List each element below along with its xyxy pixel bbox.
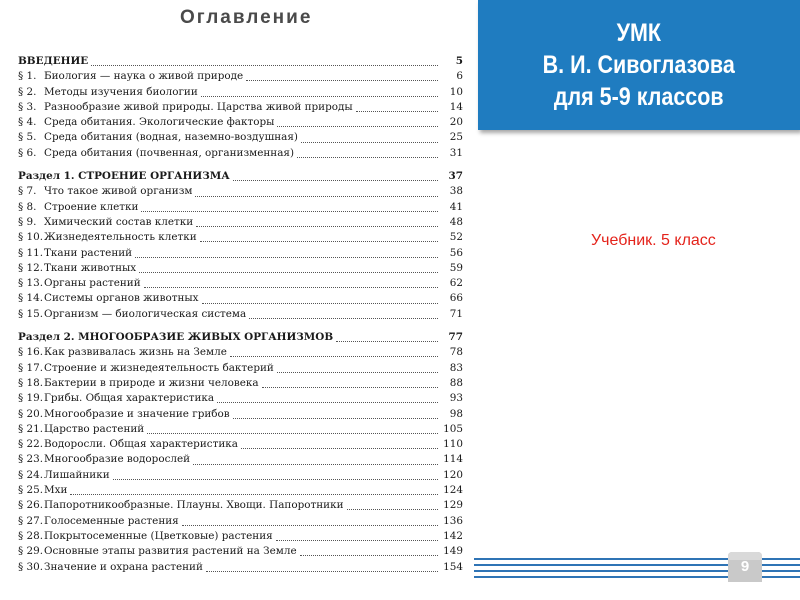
toc-entry-title: Ткани животных (44, 261, 137, 274)
umk-grades-line: для 5-9 классов (554, 83, 724, 111)
toc-entry-title: Среда обитания. Экологические факторы (44, 116, 275, 129)
toc-page-number: 142 (443, 529, 463, 542)
toc-paragraph-row (18, 515, 463, 530)
toc-section-row (18, 331, 463, 346)
toc-paragraph-number: § 2. (18, 85, 37, 98)
toc-entry-title: Раздел 1. СТРОЕНИЕ ОРГАНИЗМА (18, 170, 230, 183)
toc-entry-title: Системы органов животных (44, 292, 199, 305)
toc-paragraph-number: § 9. (18, 215, 37, 228)
toc-page-number: 88 (449, 376, 463, 389)
toc-dot-leader (241, 448, 438, 449)
toc-paragraph-row (18, 262, 463, 277)
toc-entry-title: Раздел 2. МНОГООБРАЗИЕ ЖИВЫХ ОРГАНИЗМОВ (18, 331, 334, 344)
toc-paragraph-number: § 30. (18, 560, 44, 573)
toc-entry-title: Методы изучения биологии (44, 85, 198, 98)
toc-dot-leader (262, 387, 438, 388)
toc-entry-title: Грибы. Общая характеристика (44, 392, 215, 405)
toc-page-number: 110 (443, 438, 463, 451)
toc-dot-leader (277, 372, 438, 373)
page-number: 9 (740, 558, 750, 575)
toc-page-number: 48 (449, 215, 463, 228)
toc-dot-leader (91, 65, 438, 66)
toc-list (18, 55, 463, 576)
toc-gap (18, 323, 463, 331)
toc-paragraph-row (18, 308, 463, 323)
toc-paragraph-row (18, 484, 463, 499)
toc-page-number: 14 (449, 100, 463, 113)
toc-paragraph-number: § 23. (18, 453, 44, 466)
toc-paragraph-row (18, 247, 463, 262)
toc-entry-title: Жизнедеятельность клетки (44, 231, 197, 244)
toc-dot-leader (206, 571, 438, 572)
toc-dot-leader (113, 479, 438, 480)
toc-paragraph-number: § 5. (18, 131, 37, 144)
toc-dot-leader (246, 80, 438, 81)
toc-paragraph-number: § 11. (18, 246, 44, 259)
toc-entry-title: Среда обитания (водная, наземно-воздушная) (44, 131, 298, 144)
toc-paragraph-number: § 14. (18, 292, 44, 305)
toc-page-number: 71 (449, 307, 463, 320)
toc-paragraph-number: § 3. (18, 100, 37, 113)
toc-dot-leader (147, 433, 438, 434)
toc-dot-leader (144, 287, 438, 288)
toc-title: Оглавление (180, 7, 313, 28)
umk-author-line: В. И. Сивоглазова (542, 51, 736, 79)
page-number-badge (728, 552, 762, 582)
toc-page-number: 6 (456, 70, 463, 83)
toc-entry-title: Строение клетки (44, 200, 139, 213)
toc-paragraph-number: § 26. (18, 499, 44, 512)
toc-paragraph-row (18, 277, 463, 292)
toc-page-number: 52 (449, 231, 463, 244)
toc-entry-title: Многообразие водорослей (44, 453, 191, 466)
toc-dot-leader (217, 402, 438, 403)
toc-paragraph-row (18, 346, 463, 361)
toc-paragraph-number: § 18. (18, 376, 44, 389)
toc-page-number: 10 (449, 85, 463, 98)
toc-paragraph-number: § 8. (18, 200, 37, 213)
toc-paragraph-number: § 10. (18, 231, 44, 244)
toc-entry-title: Строение и жизнедеятельность бактерий (44, 361, 274, 374)
toc-entry-title: Мхи (44, 484, 68, 497)
toc-paragraph-row (18, 292, 463, 307)
toc-section-row (18, 170, 463, 185)
toc-entry-title: Бактерии в природе и жизни человека (44, 376, 259, 389)
toc-page-number: 38 (449, 185, 463, 198)
toc-page-number: 41 (449, 200, 463, 213)
toc-dot-leader (195, 196, 438, 197)
toc-page-number: 129 (443, 499, 463, 512)
toc-dot-leader (300, 555, 438, 556)
toc-paragraph-number: § 12. (18, 261, 44, 274)
toc-dot-leader (139, 272, 438, 273)
toc-entry-title: Водоросли. Общая характеристика (44, 438, 238, 451)
toc-dot-leader (141, 211, 438, 212)
toc-paragraph-row (18, 185, 463, 200)
toc-paragraph-row (18, 530, 463, 545)
toc-paragraph-number: § 17. (18, 361, 44, 374)
toc-dot-leader (230, 356, 438, 357)
toc-dot-leader (336, 341, 438, 342)
toc-page-number: 136 (443, 514, 463, 527)
toc-entry-title: Среда обитания (почвенная, организменная) (44, 146, 294, 159)
toc-page-number: 105 (443, 422, 463, 435)
toc-entry-title: Многообразие и значение грибов (44, 407, 230, 420)
toc-page-number: 77 (448, 331, 463, 344)
toc-page-number: 62 (449, 277, 463, 290)
toc-page-number: 59 (449, 261, 463, 274)
toc-page-number: 37 (448, 170, 463, 183)
toc-paragraph-number: § 16. (18, 346, 44, 359)
toc-paragraph-row (18, 116, 463, 131)
toc-paragraph-number: § 6. (18, 146, 37, 159)
toc-entry-title: Что такое живой организм (44, 185, 193, 198)
toc-entry-title: Голосеменные растения (44, 514, 179, 527)
umk-title-line: УМК (616, 19, 662, 47)
toc-page-number: 124 (443, 484, 463, 497)
toc-paragraph-number: § 4. (18, 116, 37, 129)
toc-paragraph-row (18, 377, 463, 392)
toc-paragraph-row (18, 423, 463, 438)
toc-dot-leader (297, 157, 438, 158)
toc-paragraph-row (18, 216, 463, 231)
toc-paragraph-number: § 27. (18, 514, 44, 527)
toc-entry-title: Лишайники (44, 468, 110, 481)
toc-paragraph-number: § 15. (18, 307, 44, 320)
toc-entry-title: ВВЕДЕНИЕ (18, 55, 89, 67)
toc-paragraph-row (18, 408, 463, 423)
toc-entry-title: Биология — наука о живой природе (44, 70, 244, 83)
toc-section-row (18, 55, 463, 70)
toc-paragraph-number: § 21. (18, 422, 44, 435)
textbook-subtitle: Учебник. 5 класс (591, 232, 716, 249)
toc-page-number: 120 (443, 468, 463, 481)
toc-dot-leader (233, 418, 438, 419)
toc-paragraph-row (18, 86, 463, 101)
toc-paragraph-number: § 29. (18, 545, 44, 558)
toc-entry-title: Разнообразие живой природы. Царства живой природы (44, 100, 353, 113)
umk-title-box (478, 0, 800, 130)
toc-gap (18, 162, 463, 170)
toc-paragraph-number: § 25. (18, 484, 44, 497)
toc-paragraph-row (18, 469, 463, 484)
toc-paragraph-row (18, 453, 463, 468)
toc-paragraph-row (18, 131, 463, 146)
toc-paragraph-row (18, 231, 463, 246)
toc-entry-title: Организм — биологическая система (44, 307, 247, 320)
toc-dot-leader (233, 180, 438, 181)
toc-page-number: 31 (449, 146, 463, 159)
toc-page-number: 114 (443, 453, 463, 466)
toc-paragraph-number: § 1. (18, 70, 37, 83)
toc-dot-leader (249, 318, 438, 319)
toc-entry-title: Значение и охрана растений (44, 560, 203, 573)
toc-entry-title: Химический состав клетки (44, 215, 194, 228)
toc-entry-title: Ткани растений (44, 246, 133, 259)
toc-paragraph-row (18, 438, 463, 453)
toc-paragraph-row (18, 201, 463, 216)
toc-paragraph-row (18, 392, 463, 407)
toc-paragraph-row (18, 101, 463, 116)
toc-paragraph-row (18, 561, 463, 576)
toc-entry-title: Основные этапы развития растений на Земле (44, 545, 297, 558)
toc-paragraph-number: § 28. (18, 529, 44, 542)
toc-paragraph-number: § 20. (18, 407, 44, 420)
toc-page-number: 78 (449, 346, 463, 359)
toc-page-number: 25 (449, 131, 463, 144)
toc-paragraph-number: § 13. (18, 277, 44, 290)
toc-dot-leader (135, 257, 438, 258)
toc-paragraph-number: § 19. (18, 392, 44, 405)
toc-dot-leader (356, 111, 438, 112)
toc-dot-leader (70, 494, 438, 495)
toc-page-number: 5 (455, 55, 463, 67)
toc-page-number: 56 (449, 246, 463, 259)
toc-page-number: 154 (443, 560, 463, 573)
toc-page-number: 83 (449, 361, 463, 374)
toc-dot-leader (202, 303, 438, 304)
toc-dot-leader (301, 142, 438, 143)
toc-dot-leader (196, 226, 438, 227)
toc-paragraph-number: § 7. (18, 185, 37, 198)
toc-dot-leader (347, 509, 439, 510)
toc-paragraph-row (18, 70, 463, 85)
toc-paragraph-row (18, 545, 463, 560)
toc-entry-title: Царство растений (44, 422, 145, 435)
toc-dot-leader (200, 241, 438, 242)
toc-dot-leader (201, 96, 438, 97)
toc-paragraph-row (18, 147, 463, 162)
toc-entry-title: Папоротникообразные. Плауны. Хвощи. Папоротники (44, 499, 344, 512)
toc-entry-title: Органы растений (44, 277, 141, 290)
toc-paragraph-number: § 22. (18, 438, 44, 451)
toc-page-number: 20 (449, 116, 463, 129)
toc-paragraph-row (18, 499, 463, 514)
toc-paragraph-number: § 24. (18, 468, 44, 481)
toc-page-number: 149 (443, 545, 463, 558)
toc-dot-leader (277, 126, 438, 127)
toc-paragraph-row (18, 362, 463, 377)
toc-dot-leader (193, 464, 438, 465)
toc-dot-leader (276, 540, 438, 541)
toc-entry-title: Покрытосеменные (Цветковые) растения (44, 529, 273, 542)
toc-dot-leader (182, 525, 438, 526)
toc-page-number: 93 (449, 392, 463, 405)
toc-page-number: 98 (449, 407, 463, 420)
toc-page-number: 66 (449, 292, 463, 305)
toc-entry-title: Как развивалась жизнь на Земле (44, 346, 227, 359)
